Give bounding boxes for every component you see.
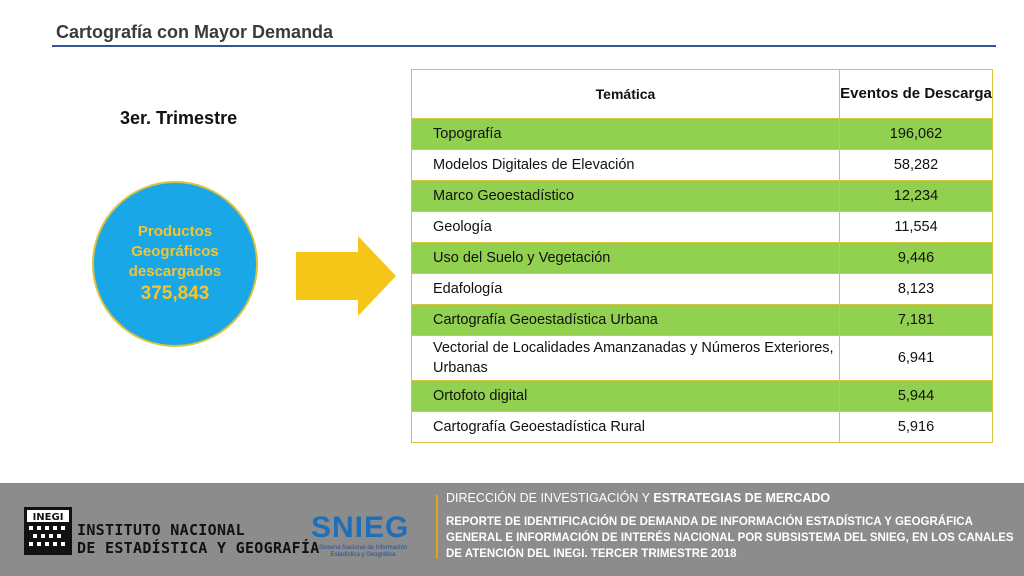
row-tematica: Vectorial de Localidades Amanzanadas y Números Exteriores, Urbanas (412, 336, 840, 381)
table-row (412, 412, 993, 443)
table-row (412, 305, 993, 336)
snieg-logo (311, 511, 410, 558)
slide-title: Cartografía con Mayor Demanda (56, 22, 334, 42)
inegi-name-line2: DE ESTADÍSTICA Y GEOGRAFÍA (77, 539, 320, 557)
arrow-right-icon (296, 236, 398, 316)
row-tematica: Marco Geoestadístico (412, 181, 840, 212)
row-eventos: 6,941 (840, 336, 993, 381)
table-row (412, 181, 993, 212)
row-eventos: 9,446 (840, 243, 993, 274)
row-tematica: Geología (412, 212, 840, 243)
row-eventos: 5,944 (840, 381, 993, 412)
title-divider (52, 45, 996, 47)
column-header-tematica: Temática (412, 70, 840, 119)
row-tematica: Edafología (412, 274, 840, 305)
footer-bar (0, 483, 1024, 576)
footer-divider (436, 495, 438, 559)
row-tematica: Ortofoto digital (412, 381, 840, 412)
row-eventos: 196,062 (840, 119, 993, 150)
row-tematica: Uso del Suelo y Vegetación (412, 243, 840, 274)
row-eventos: 5,916 (840, 412, 993, 443)
row-tematica: Topografía (412, 119, 840, 150)
direction-part-b: ESTRATEGIAS DE MERCADO (653, 491, 831, 505)
table-row (412, 336, 993, 381)
inegi-name (77, 521, 320, 557)
table-row (412, 381, 993, 412)
downloads-table (411, 69, 993, 443)
inegi-logo-text: INEGI (32, 512, 64, 523)
table-row (412, 212, 993, 243)
snieg-wordmark: SNIEG (311, 511, 410, 544)
column-header-eventos: Eventos de Descarga (840, 70, 993, 119)
period-label: 3er. Trimestre (120, 108, 238, 128)
row-eventos: 11,554 (840, 212, 993, 243)
report-title: REPORTE DE IDENTIFICACIÓN DE DEMANDA DE INFORMACIÓN ESTADÍSTICA Y GEOGRÁFICA GENERAL E INFORMACIÓN DE INTERÉS NACIONAL POR SUBSISTEMA DEL SNIEG, EN LOS CANALES DE ATENCIÓN DEL INEGI. TERCER TRIMESTRE 2018 (446, 516, 1014, 560)
row-eventos: 12,234 (840, 181, 993, 212)
row-eventos: 7,181 (840, 305, 993, 336)
table-row (412, 274, 993, 305)
total-label: Productos Geográficos descargados (128, 223, 222, 280)
row-tematica: Cartografía Geoestadística Urbana (412, 305, 840, 336)
table-row (412, 119, 993, 150)
row-tematica: Modelos Digitales de Elevación (412, 150, 840, 181)
direction-line (446, 491, 830, 505)
table-header-row (412, 70, 993, 119)
inegi-name-line1: INSTITUTO NACIONAL (77, 521, 245, 539)
row-eventos: 8,123 (840, 274, 993, 305)
table-row (412, 243, 993, 274)
inegi-logo (24, 507, 72, 555)
row-eventos: 58,282 (840, 150, 993, 181)
direction-part-a: DIRECCIÓN DE INVESTIGACIÓN Y (446, 491, 650, 505)
table-row (412, 150, 993, 181)
total-circle (92, 181, 258, 347)
snieg-subtitle: Sistema Nacional de Información Estadística y Geográfica (318, 545, 408, 558)
row-tematica: Cartografía Geoestadística Rural (412, 412, 840, 443)
total-value: 375,843 (140, 283, 210, 304)
